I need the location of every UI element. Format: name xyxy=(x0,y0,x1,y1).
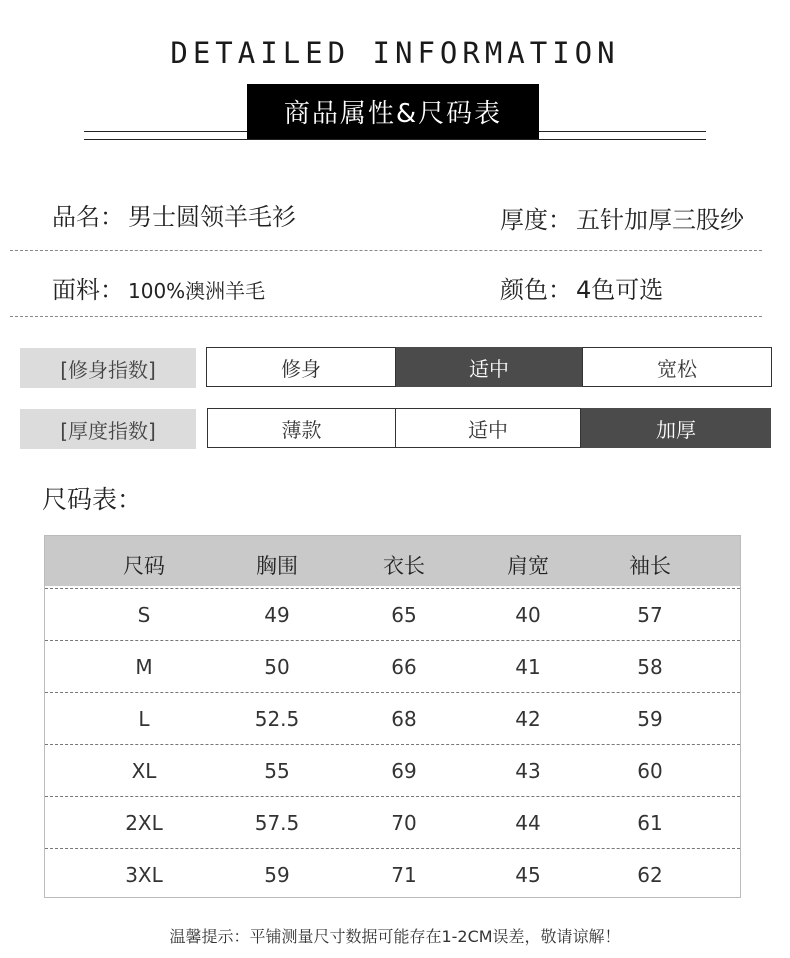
table-cell: 70 xyxy=(391,811,417,835)
table-cell: 60 xyxy=(637,759,663,783)
attr-thickness-value: 五针加厚三股纱 xyxy=(576,206,744,234)
table-cell: S xyxy=(137,603,151,627)
table-row xyxy=(45,744,740,797)
attr-thickness xyxy=(500,200,744,235)
header-divider-bottom xyxy=(84,139,706,140)
table-row xyxy=(45,640,740,693)
size-table-header-cell: 衣长 xyxy=(383,554,425,578)
table-row xyxy=(45,692,740,745)
fit-option-slim: 修身 xyxy=(206,347,396,387)
table-row xyxy=(45,848,740,901)
measurement-note: 温馨提示：平铺测量尺寸数据可能存在1-2CM误差，敬请谅解！ xyxy=(169,927,621,946)
table-cell: 71 xyxy=(391,863,417,887)
thickness-option-thick: 加厚 xyxy=(581,408,771,448)
size-table-header-cell: 胸围 xyxy=(256,554,298,578)
size-table-header xyxy=(45,536,740,586)
table-cell: M xyxy=(135,655,153,679)
table-cell: 43 xyxy=(515,759,541,783)
table-cell: 59 xyxy=(264,863,290,887)
fit-index-label: [修身指数] xyxy=(20,348,196,388)
table-cell: 49 xyxy=(264,603,290,627)
attr-divider-2 xyxy=(10,316,762,317)
attr-color xyxy=(500,270,663,305)
table-cell: 45 xyxy=(515,863,541,887)
fit-option-regular: 适中 xyxy=(396,347,582,387)
table-cell: 52.5 xyxy=(254,707,300,731)
table-cell: 69 xyxy=(391,759,417,783)
table-cell: 40 xyxy=(515,603,541,627)
attr-thickness-label: 厚度： xyxy=(500,206,572,234)
table-cell: 42 xyxy=(515,707,541,731)
thickness-option-medium: 适中 xyxy=(395,408,581,448)
table-cell: 2XL xyxy=(125,811,163,835)
attr-color-value: 4色可选 xyxy=(576,276,664,304)
table-cell: 62 xyxy=(637,863,663,887)
table-cell: 44 xyxy=(515,811,541,835)
table-cell: 3XL xyxy=(125,863,163,887)
table-cell: 57 xyxy=(637,603,663,627)
size-table-header-cell: 肩宽 xyxy=(507,554,549,578)
thickness-option-thin: 薄款 xyxy=(207,408,396,448)
attr-name-value: 男士圆领羊毛衫 xyxy=(128,203,296,231)
header-title-cn-badge: 商品属性&尺码表 xyxy=(247,84,539,139)
table-cell: 61 xyxy=(637,811,663,835)
table-cell: L xyxy=(138,707,150,731)
attr-fabric-value: 100%澳洲羊毛 xyxy=(128,279,266,303)
table-cell: 57.5 xyxy=(254,811,300,835)
attr-fabric xyxy=(52,270,265,305)
size-table-header-cell: 尺码 xyxy=(123,554,165,578)
table-cell: 50 xyxy=(264,655,290,679)
size-chart-title: 尺码表： xyxy=(42,485,143,514)
size-table xyxy=(44,535,741,898)
attr-name-label: 品名： xyxy=(52,203,124,231)
table-cell: 66 xyxy=(391,655,417,679)
attr-name xyxy=(52,197,296,232)
size-table-header-cell: 袖长 xyxy=(629,554,671,578)
fit-option-loose: 宽松 xyxy=(582,347,772,387)
table-cell: 68 xyxy=(391,707,417,731)
table-row xyxy=(45,796,740,849)
attr-divider-1 xyxy=(10,250,762,251)
table-cell: 59 xyxy=(637,707,663,731)
table-cell: 58 xyxy=(637,655,663,679)
header-title-en: DETAILED INFORMATION xyxy=(170,36,620,70)
attr-color-label: 颜色： xyxy=(500,276,572,304)
attr-fabric-label: 面料： xyxy=(52,276,124,304)
table-cell: 41 xyxy=(515,655,541,679)
table-row xyxy=(45,588,740,641)
table-cell: XL xyxy=(131,759,157,783)
thickness-index-label: [厚度指数] xyxy=(20,409,196,449)
table-cell: 55 xyxy=(264,759,290,783)
table-cell: 65 xyxy=(391,603,417,627)
